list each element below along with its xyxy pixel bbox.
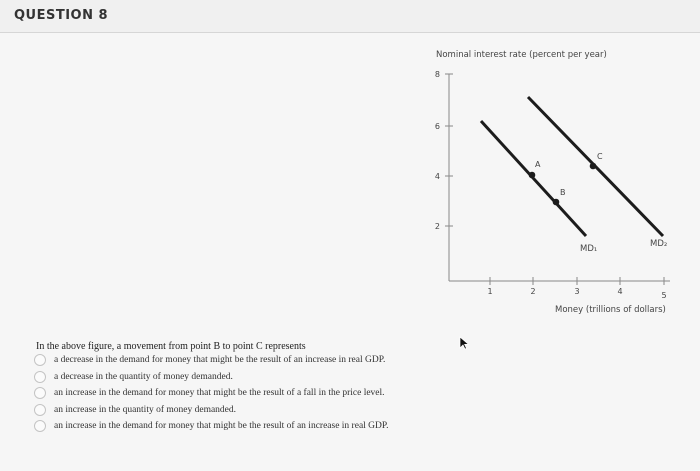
answer-options — [36, 352, 389, 435]
radio-button[interactable] — [34, 371, 46, 383]
x-tick-label: 2 — [530, 287, 536, 296]
radio-button[interactable] — [34, 387, 46, 399]
answer-option[interactable] — [36, 418, 389, 435]
cursor-arrow-icon — [459, 336, 469, 350]
answer-option[interactable] — [36, 352, 389, 369]
x-tick-label: 3 — [574, 287, 580, 296]
answer-option-label: a decrease in the quantity of money demanded. — [54, 371, 233, 382]
x-tick-label: 5 — [661, 291, 667, 300]
point-a — [529, 172, 536, 179]
md1-curve — [481, 121, 586, 236]
point-a-label: A — [535, 160, 541, 169]
radio-button[interactable] — [34, 420, 46, 432]
question-text: In the above figure, a movement from point B to point C represents — [36, 341, 306, 352]
point-c-label: C — [597, 152, 603, 161]
answer-option[interactable] — [36, 369, 389, 386]
answer-option-label: an increase in the demand for money that might be the result of an increase in real GDP. — [54, 421, 389, 432]
x-tick-label: 1 — [487, 287, 493, 296]
x-axis-label: Money (trillions of dollars) — [555, 305, 666, 315]
md1-label: MD₁ — [580, 244, 598, 254]
radio-button[interactable] — [34, 404, 46, 416]
answer-option[interactable] — [36, 385, 389, 402]
y-axis-label: Nominal interest rate (percent per year) — [436, 50, 607, 60]
answer-option-label: an increase in the quantity of money demanded. — [54, 404, 237, 415]
answer-option-label: a decrease in the demand for money that might be the result of an increase in real GDP. — [54, 355, 386, 366]
md2-label: MD₂ — [650, 239, 668, 249]
point-c — [590, 163, 597, 170]
question-title: QUESTION 8 — [14, 8, 109, 23]
radio-button[interactable] — [34, 354, 46, 366]
point-b-label: B — [560, 188, 566, 197]
y-tick-label: 6 — [434, 122, 440, 131]
answer-option-label: an increase in the demand for money that might be the result of a fall in the price level. — [54, 388, 385, 399]
answer-option[interactable] — [36, 402, 389, 419]
point-b — [553, 199, 560, 206]
x-tick-label: 4 — [617, 287, 623, 296]
y-tick-label: 2 — [434, 222, 440, 231]
y-tick-label: 4 — [434, 172, 440, 181]
y-tick-label: 8 — [434, 70, 440, 79]
